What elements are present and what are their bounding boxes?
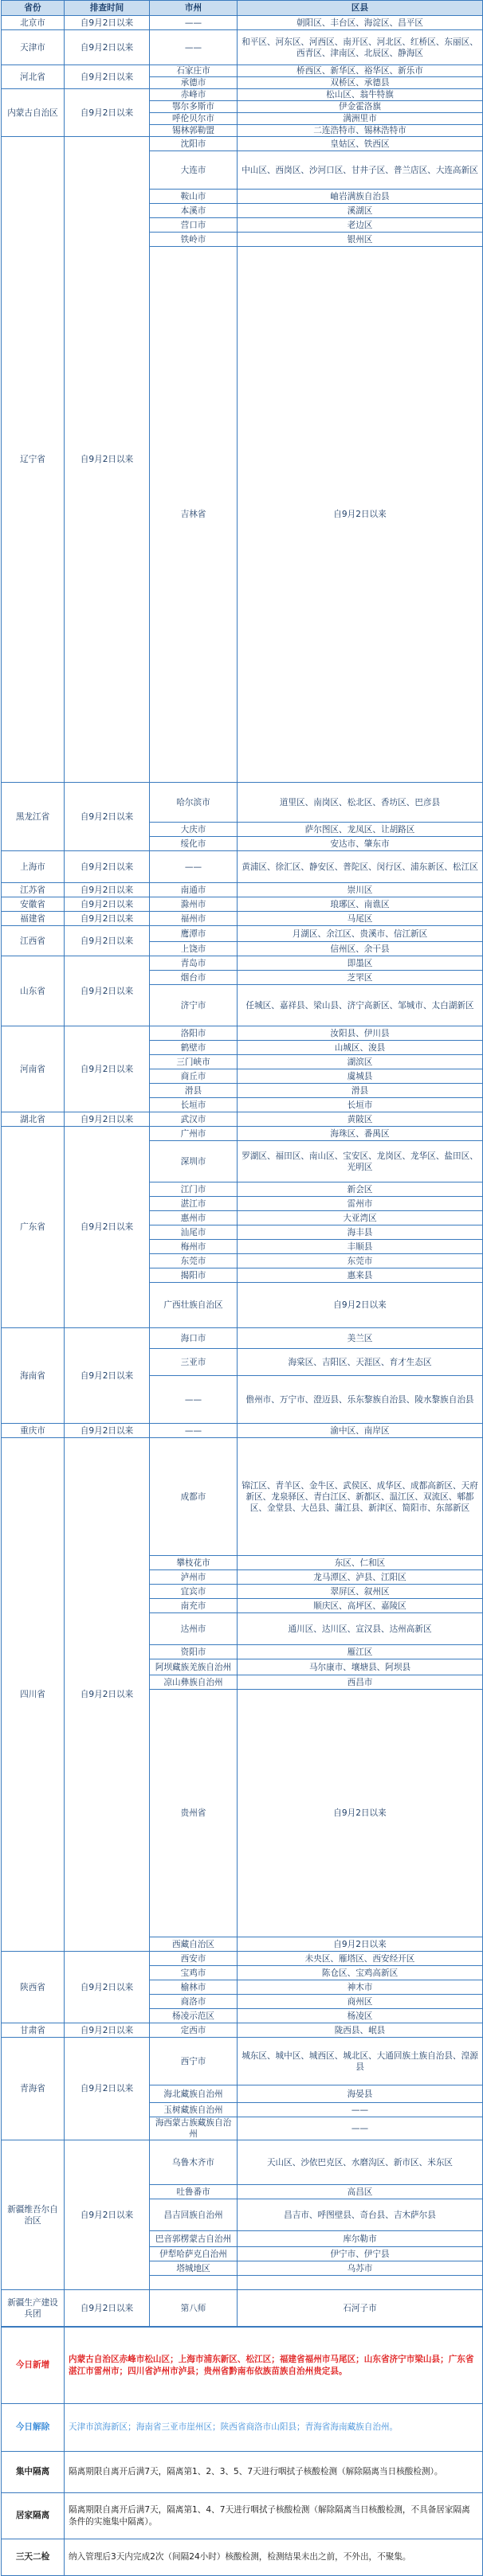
district-cell: 皇姑区、铁西区 <box>238 137 483 151</box>
check-time-cell: 自9月2日以来 <box>65 912 150 926</box>
district-cell: 高昌区 <box>238 2185 483 2199</box>
district-cell: 长垣市 <box>238 1098 483 1112</box>
city-cell: 广州市 <box>150 1127 238 1141</box>
city-cell: 梅州市 <box>150 1240 238 1254</box>
city-cell: 西安市 <box>150 1952 238 1966</box>
table-row <box>2 65 483 77</box>
city-cell: 滁州市 <box>150 897 238 912</box>
city-cell: 滑县 <box>150 1084 238 1098</box>
district-cell: 天山区、沙依巴克区、水磨沟区、新市区、米东区 <box>238 2140 483 2185</box>
province-cell: 安徽省 <box>2 897 65 912</box>
district-cell: 海晏县 <box>238 2085 483 2103</box>
city-cell: 铁岭市 <box>150 233 238 247</box>
province-cell: 吉林省 <box>150 247 238 783</box>
city-cell: 海口市 <box>150 1328 238 1349</box>
district-cell: 锦江区、青羊区、金牛区、武侯区、成华区、成都高新区、天府新区、龙泉驿区、青白江区、新都区、温江区、双流区、郫都区、金堂县、大邑县、蒲江县、新津区、简阳市、东部新区 <box>238 1438 483 1556</box>
city-cell: 深圳市 <box>150 1141 238 1182</box>
check-time-cell: 自9月2日以来 <box>65 883 150 897</box>
province-cell: 内蒙古自治区 <box>2 89 65 137</box>
district-cell: 乌苏市 <box>238 2261 483 2276</box>
city-cell: 泸州市 <box>150 1570 238 1585</box>
district-cell: 即墨区 <box>238 956 483 971</box>
city-cell: —— <box>150 1424 238 1438</box>
table-row <box>2 137 483 151</box>
province-cell: 辽宁省 <box>2 137 65 783</box>
city-cell: 南通市 <box>150 883 238 897</box>
city-cell: 青岛市 <box>150 956 238 971</box>
city-cell: 惠州市 <box>150 1211 238 1225</box>
check-time-cell: 自9月2日以来 <box>65 1424 150 1438</box>
district-cell: 崇川区 <box>238 883 483 897</box>
city-cell: 西宁市 <box>150 2038 238 2085</box>
province-cell: 黑龙江省 <box>2 783 65 851</box>
table-row <box>2 897 483 912</box>
table-row <box>2 2140 483 2185</box>
table-row <box>2 1952 483 1966</box>
city-cell: 凉山彝族自治州 <box>150 1675 238 1690</box>
city-cell: 济宁市 <box>150 985 238 1026</box>
note-text: 纳入管理后3天内完成2次（间隔24小时）核酸检测，检测结果未出之前，不外出，不聚集。 <box>65 2539 483 2576</box>
district-cell: 松山区、翁牛特旗 <box>238 89 483 101</box>
table-row <box>2 1127 483 1141</box>
check-time-cell: 自9月2日以来 <box>65 2023 150 2038</box>
table-row <box>2 1328 483 1349</box>
district-cell: 翠屏区、叙州区 <box>238 1585 483 1599</box>
district-cell: 杨凌区 <box>238 2009 483 2023</box>
district-cell: 儋州市、万宁市、澄迈县、乐东黎族自治县、陵水黎族自治县 <box>238 1376 483 1424</box>
district-cell: 芝罘区 <box>238 971 483 985</box>
check-time-cell: 自9月2日以来 <box>65 783 150 851</box>
district-cell: 黄浦区、徐汇区、静安区、普陀区、闵行区、浦东新区、松江区 <box>238 851 483 883</box>
district-cell: 龙马潭区、泸县、江阳区 <box>238 1570 483 1585</box>
notes-body <box>2 2328 483 2576</box>
province-cell: 江西省 <box>2 926 65 956</box>
city-cell: 绥化市 <box>150 837 238 851</box>
note-row <box>2 2452 483 2493</box>
city-cell: 大庆市 <box>150 823 238 837</box>
note-label: 今日新增 <box>2 2328 65 2404</box>
city-cell: 石家庄市 <box>150 65 238 77</box>
district-cell: 神木市 <box>238 1980 483 1995</box>
city-cell: 攀枝花市 <box>150 1556 238 1570</box>
province-cell: 北京市 <box>2 16 65 30</box>
district-cell: 月湖区、余江区、贵溪市、信江新区 <box>238 926 483 942</box>
district-cell: 未央区、雁塔区、西安经开区 <box>238 1952 483 1966</box>
check-time-cell: 自9月2日以来 <box>65 2290 150 2327</box>
province-cell: 青海省 <box>2 2038 65 2140</box>
city-cell: 成都市 <box>150 1438 238 1556</box>
note-row <box>2 2328 483 2404</box>
note-text: 天津市滨海新区；海南省三亚市崖州区；陕西省商洛市山阳县；青海省海南藏族自治州。 <box>65 2404 483 2452</box>
city-cell: 南充市 <box>150 1599 238 1613</box>
district-cell: 黄陂区 <box>238 1112 483 1127</box>
table-row <box>2 926 483 942</box>
check-time-cell: 自9月2日以来 <box>65 89 150 137</box>
table-row <box>2 851 483 883</box>
district-cell: 朝阳区、丰台区、海淀区、昌平区 <box>238 16 483 30</box>
city-cell: 达州市 <box>150 1613 238 1645</box>
district-cell: 虞城县 <box>238 1069 483 1084</box>
table-row <box>2 16 483 30</box>
city-cell: 哈尔滨市 <box>150 783 238 823</box>
check-time-cell: 自9月2日以来 <box>65 65 150 89</box>
district-cell: 伊宁市、伊宁县 <box>238 2247 483 2261</box>
district-cell: 城东区、城中区、城西区、城北区、大通回族土族自治县、湟源县 <box>238 2038 483 2085</box>
province-cell: 西藏自治区 <box>150 1937 238 1952</box>
district-cell: 罗湖区、福田区、南山区、宝安区、龙岗区、龙华区、盐田区、光明区 <box>238 1141 483 1182</box>
district-cell: 马尔康市、壤塘县、阿坝县 <box>238 1659 483 1675</box>
province-cell: 新疆维吾尔自治区 <box>2 2140 65 2290</box>
province-cell: 广西壮族自治区 <box>150 1283 238 1328</box>
check-time-cell: 自9月2日以来 <box>65 897 150 912</box>
city-cell: 江门市 <box>150 1182 238 1197</box>
city-cell: 定西市 <box>150 2023 238 2038</box>
city-cell: 湛江市 <box>150 1197 238 1211</box>
district-cell: 汝阳县、伊川县 <box>238 1026 483 1041</box>
district-cell: 滑县 <box>238 1084 483 1098</box>
city-cell: 上饶市 <box>150 942 238 956</box>
city-cell: 鹰潭市 <box>150 926 238 942</box>
check-time-cell: 自9月2日以来 <box>65 2140 150 2290</box>
province-cell: 福建省 <box>2 912 65 926</box>
district-cell: 昌吉市、呼图壁县、奇台县、吉木萨尔县 <box>238 2199 483 2231</box>
district-cell: 雷州市 <box>238 1197 483 1211</box>
table-row <box>2 1424 483 1438</box>
city-cell: 商洛市 <box>150 1995 238 2009</box>
district-cell: 道里区、南岗区、松北区、香坊区、巴彦县 <box>238 783 483 823</box>
city-cell: 巴音郭楞蒙古自治州 <box>150 2231 238 2247</box>
district-cell: 东区、仁和区 <box>238 1556 483 1570</box>
city-cell: 昌吉回族自治州 <box>150 2199 238 2231</box>
district-cell: 渝中区、南岸区 <box>238 1424 483 1438</box>
check-time-cell: 自9月2日以来 <box>65 16 150 30</box>
city-cell: 杨凌示范区 <box>150 2009 238 2023</box>
district-cell: 新会区 <box>238 1182 483 1197</box>
check-time-cell: 自9月2日以来 <box>65 956 150 1026</box>
city-cell: 东莞市 <box>150 1254 238 1268</box>
district-cell: 陈仓区、宝鸡高新区 <box>238 1966 483 1980</box>
table-row <box>2 89 483 101</box>
city-cell: 宝鸡市 <box>150 1966 238 1980</box>
province-cell: 陕西省 <box>2 1952 65 2023</box>
district-cell: 银州区 <box>238 233 483 247</box>
city-cell: 乌鲁木齐市 <box>150 2140 238 2185</box>
district-cell: 库尔勒市 <box>238 2231 483 2247</box>
note-row <box>2 2404 483 2452</box>
district-cell: 信州区、余干县 <box>238 942 483 956</box>
district-cell: 双桥区、承德县 <box>238 77 483 89</box>
district-cell: 通川区、达川区、宣汉县、达州高新区 <box>238 1613 483 1645</box>
province-cell: 海南省 <box>2 1328 65 1424</box>
district-cell: 美兰区 <box>238 1328 483 1349</box>
district-cell: 溪湖区 <box>238 204 483 218</box>
province-cell: 河北省 <box>2 65 65 89</box>
note-text: 隔离期限自离开后满7天，隔离第1、4、7天进行咽拭子核酸检测（解除隔离当日核酸检测，不具备居家隔离条件的实施集中隔离）。 <box>65 2493 483 2539</box>
city-cell: 锡林郭勒盟 <box>150 125 238 137</box>
city-cell: 伊犁哈萨克自治州 <box>150 2247 238 2261</box>
district-cell: 中山区、西岗区、沙河口区、甘井子区、普兰店区、大连高新区 <box>238 151 483 190</box>
header-row <box>2 1 483 16</box>
city-cell: 沈阳市 <box>150 137 238 151</box>
check-time-cell: 自9月2日以来 <box>65 1952 150 2023</box>
district-cell: 马尾区 <box>238 912 483 926</box>
province-cell: 广东省 <box>2 1127 65 1328</box>
district-cell: 雁江区 <box>238 1645 483 1659</box>
district-cell: 惠来县 <box>238 1268 483 1283</box>
district-cell: 满洲里市 <box>238 113 483 125</box>
header-district: 区县 <box>238 1 483 16</box>
table-row <box>2 956 483 971</box>
district-cell: 海丰县 <box>238 1225 483 1240</box>
city-cell: 大连市 <box>150 151 238 190</box>
city-cell: 鄂尔多斯市 <box>150 101 238 113</box>
district-cell: 西昌市 <box>238 1675 483 1690</box>
notes-table <box>1 2327 483 2576</box>
district-cell: 石河子市 <box>238 2290 483 2327</box>
city-cell: 宜宾市 <box>150 1585 238 1599</box>
table-row <box>2 912 483 926</box>
district-cell <box>238 2276 483 2290</box>
district-cell: 伊金霍洛旗 <box>238 101 483 113</box>
check-time-cell: 自9月2日以来 <box>238 1937 483 1952</box>
city-cell: 烟台市 <box>150 971 238 985</box>
check-time-cell: 自9月2日以来 <box>65 1438 150 1952</box>
check-time-cell: 自9月2日以来 <box>65 926 150 956</box>
table-body <box>2 16 483 2327</box>
note-label: 居家隔离 <box>2 2493 65 2539</box>
province-cell: 天津市 <box>2 30 65 65</box>
district-cell: 大亚湾区 <box>238 1211 483 1225</box>
check-time-cell: 自9月2日以来 <box>238 1690 483 1937</box>
check-time-cell: 自9月2日以来 <box>65 137 150 783</box>
province-cell: 湖北省 <box>2 1112 65 1127</box>
district-cell: 任城区、嘉祥县、梁山县、济宁高新区、邹城市、太白湖新区 <box>238 985 483 1026</box>
province-cell: 甘肃省 <box>2 2023 65 2038</box>
city-cell: 榆林市 <box>150 1980 238 1995</box>
risk-area-table <box>1 0 483 2327</box>
check-time-cell: 自9月2日以来 <box>65 1112 150 1127</box>
city-cell: 玉树藏族自治州 <box>150 2103 238 2117</box>
table-row <box>2 1112 483 1127</box>
note-text: 隔离期限自离开后满7天，隔离第1、2、3、5、7天进行咽拭子核酸检测（解除隔离当日核酸检测）。 <box>65 2452 483 2493</box>
city-cell: 塔城地区 <box>150 2261 238 2276</box>
table-row <box>2 883 483 897</box>
city-cell: 汕尾市 <box>150 1225 238 1240</box>
city-cell: 鹤壁市 <box>150 1041 238 1055</box>
province-cell: 上海市 <box>2 851 65 883</box>
city-cell: 海西蒙古族藏族自治州 <box>150 2117 238 2140</box>
city-cell: —— <box>150 851 238 883</box>
check-time-cell: 自9月2日以来 <box>65 1127 150 1328</box>
city-cell: 承德市 <box>150 77 238 89</box>
province-cell: 江苏省 <box>2 883 65 897</box>
table-row <box>2 1438 483 1556</box>
header-city: 市州 <box>150 1 238 16</box>
city-cell: 揭阳市 <box>150 1268 238 1283</box>
city-cell: 洛阳市 <box>150 1026 238 1041</box>
city-cell: 商丘市 <box>150 1069 238 1084</box>
city-cell: 鞍山市 <box>150 190 238 204</box>
table-row <box>2 30 483 65</box>
city-cell: 资阳市 <box>150 1645 238 1659</box>
province-cell: 贵州省 <box>150 1690 238 1937</box>
check-time-cell: 自9月2日以来 <box>65 2038 150 2140</box>
district-cell: 琅琊区、南谯区 <box>238 897 483 912</box>
province-cell: 重庆市 <box>2 1424 65 1438</box>
check-time-cell: 自9月2日以来 <box>65 1026 150 1112</box>
check-time-cell: 自9月2日以来 <box>65 30 150 65</box>
check-time-cell: 自9月2日以来 <box>65 851 150 883</box>
table-row <box>2 2290 483 2327</box>
district-cell: 岫岩满族自治县 <box>238 190 483 204</box>
province-cell: 河南省 <box>2 1026 65 1112</box>
check-time-cell: 自9月2日以来 <box>238 247 483 783</box>
district-cell: 顺庆区、高坪区、嘉陵区 <box>238 1599 483 1613</box>
district-cell: 二连浩特市、锡林浩特市 <box>238 125 483 137</box>
city-cell: 呼伦贝尔市 <box>150 113 238 125</box>
city-cell: 海北藏族自治州 <box>150 2085 238 2103</box>
city-cell: 吐鲁番市 <box>150 2185 238 2199</box>
district-cell: —— <box>238 2103 483 2117</box>
check-time-cell: 自9月2日以来 <box>238 1283 483 1328</box>
city-cell: 三门峡市 <box>150 1055 238 1069</box>
district-cell: 丰顺县 <box>238 1240 483 1254</box>
note-label: 三天二检 <box>2 2539 65 2576</box>
city-cell <box>150 2276 238 2290</box>
district-cell: 萨尔图区、龙凤区、让胡路区 <box>238 823 483 837</box>
city-cell: 长垣市 <box>150 1098 238 1112</box>
district-cell: 东莞市 <box>238 1254 483 1268</box>
table-row <box>2 2038 483 2085</box>
city-cell: —— <box>150 30 238 65</box>
table-row <box>2 783 483 823</box>
district-cell: —— <box>238 2117 483 2140</box>
district-cell: 安达市、肇东市 <box>238 837 483 851</box>
city-cell: 第八师 <box>150 2290 238 2327</box>
table-row <box>2 2023 483 2038</box>
city-cell: 福州市 <box>150 912 238 926</box>
check-time-cell: 自9月2日以来 <box>65 1328 150 1424</box>
district-cell: 陇西县、岷县 <box>238 2023 483 2038</box>
city-cell: 武汉市 <box>150 1112 238 1127</box>
district-cell: 桥西区、新华区、裕华区、新乐市 <box>238 65 483 77</box>
city-cell: 本溪市 <box>150 204 238 218</box>
note-label: 集中隔离 <box>2 2452 65 2493</box>
district-cell: 商州区 <box>238 1995 483 2009</box>
note-row <box>2 2539 483 2576</box>
district-cell: 海棠区、吉阳区、天涯区、育才生态区 <box>238 1349 483 1376</box>
note-row <box>2 2493 483 2539</box>
table-row <box>2 1026 483 1041</box>
note-label: 今日解除 <box>2 2404 65 2452</box>
city-cell: —— <box>150 16 238 30</box>
province-cell: 山东省 <box>2 956 65 1026</box>
note-text: 内蒙古自治区赤峰市松山区；上海市浦东新区、松江区；福建省福州市马尾区；山东省济宁市梁山县；广东省湛江市雷州市；四川省泸州市泸县；贵州省黔南布依族苗族自治州贵定县。 <box>65 2328 483 2404</box>
district-cell: 老边区 <box>238 218 483 233</box>
district-cell: 海珠区、番禺区 <box>238 1127 483 1141</box>
city-cell: 营口市 <box>150 218 238 233</box>
city-cell: 赤峰市 <box>150 89 238 101</box>
city-cell: 阿坝藏族羌族自治州 <box>150 1659 238 1675</box>
city-cell: —— <box>150 1376 238 1424</box>
city-cell: 三亚市 <box>150 1349 238 1376</box>
province-cell: 四川省 <box>2 1438 65 1952</box>
header-province: 省份 <box>2 1 65 16</box>
header-check-time: 排查时间 <box>65 1 150 16</box>
district-cell: 山城区、浚县 <box>238 1041 483 1055</box>
district-cell: 湖滨区 <box>238 1055 483 1069</box>
district-cell: 和平区、河东区、河西区、南开区、河北区、红桥区、东丽区、西青区、津南区、北辰区、静海区 <box>238 30 483 65</box>
province-cell: 新疆生产建设兵团 <box>2 2290 65 2327</box>
